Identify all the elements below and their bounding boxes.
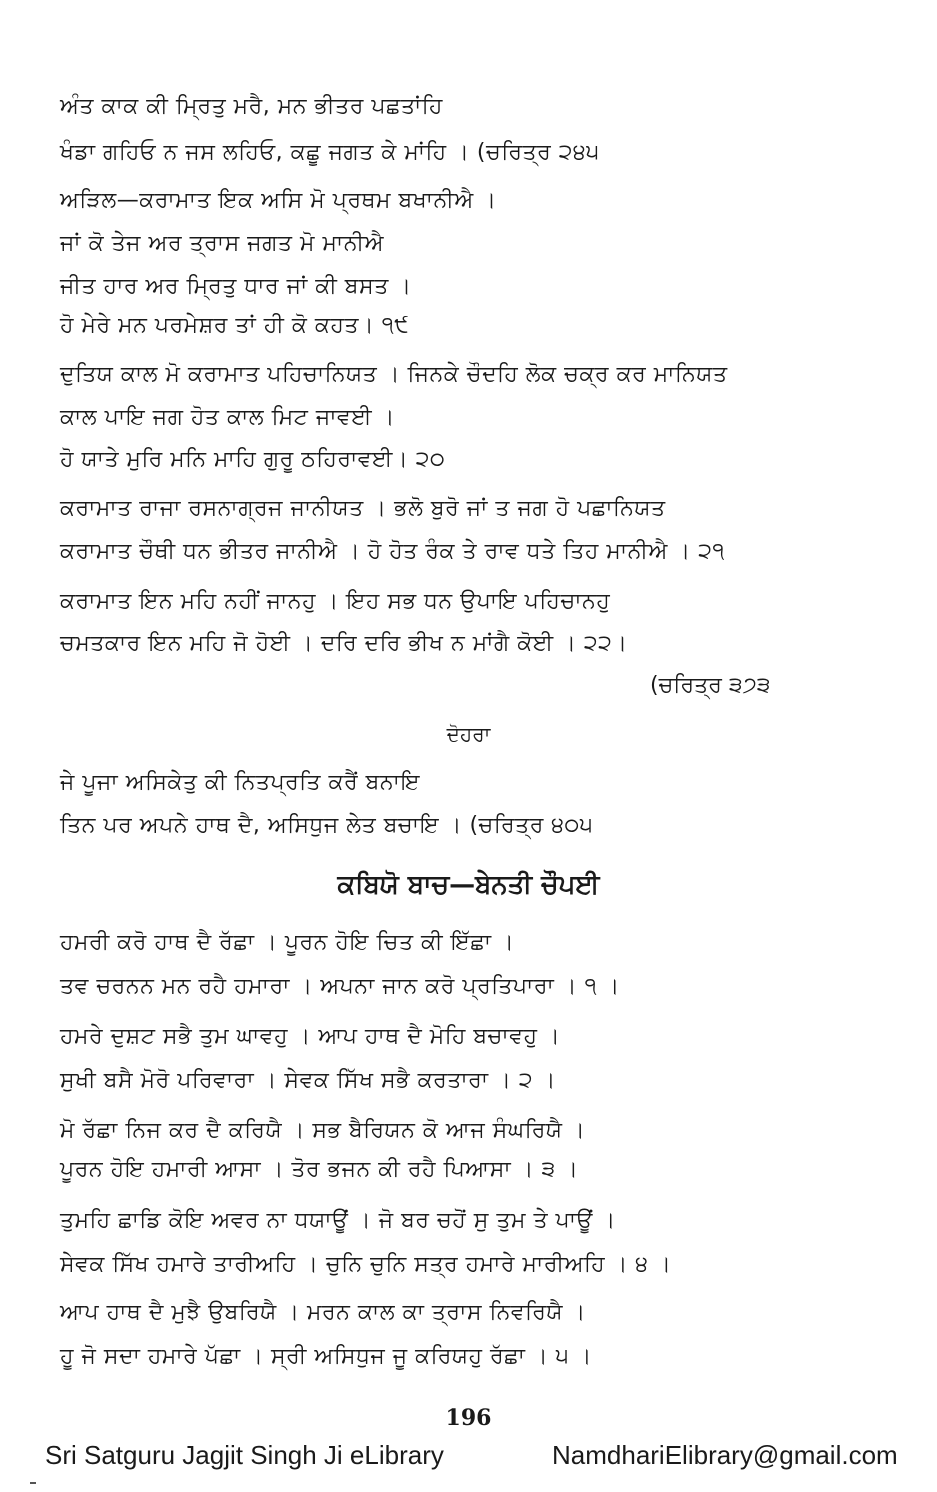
verse-line: ਹੂ ਜੋ ਸਦਾ ਹਮਾਰੇ ਪੱਛਾ । ਸ੍ਰੀ ਅਸਿਧੁਜ ਜੂ ਕਰਿਯਹੁ ਰੱਛਾ । ੫ । bbox=[60, 1344, 592, 1369]
scan-mark bbox=[30, 1482, 36, 1484]
verse-line: ਤਿਨ ਪਰ ਅਪਨੇ ਹਾਥ ਦੈ, ਅਸਿਧੁਜ ਲੇਤ ਬਚਾਇ । (ਚਰਿਤ੍ਰ ੪੦੫ bbox=[60, 813, 594, 838]
reference-charitar-373: (ਚਰਿਤ੍ਰ ੩੭੩ bbox=[650, 673, 771, 698]
verse-line: ਜੇ ਪੂਜਾ ਅਸਿਕੇਤੁ ਕੀ ਨਿਤਪ੍ਰਤਿ ਕਰੈਂ ਬਨਾਇ bbox=[60, 770, 420, 795]
verse-line: ਹਮਰੇ ਦੁਸ਼ਟ ਸਭੈ ਤੁਮ ਘਾਵਹੁ । ਆਪ ਹਾਥ ਦੈ ਮੋਹਿ ਬਚਾਵਹੁ । bbox=[60, 1024, 561, 1049]
verse-line: ਸੇਵਕ ਸਿੱਖ ਹਮਾਰੇ ਤਾਰੀਅਹਿ । ਚੁਨਿ ਚੁਨਿ ਸਤ੍ਰ ਹਮਾਰੇ ਮਾਰੀਅਹਿ । ੪ । bbox=[60, 1252, 672, 1277]
verse-line: ਤੁਮਹਿ ਛਾਡਿ ਕੋਇ ਅਵਰ ਨਾ ਧਯਾਊਂ । ਜੋ ਬਰ ਚਹੋਂ ਸੁ ਤੁਮ ਤੇ ਪਾਊਂ । bbox=[60, 1208, 616, 1233]
verse-line: ਹਮਰੀ ਕਰੋ ਹਾਥ ਦੈ ਰੱਛਾ । ਪੂਰਨ ਹੋਇ ਚਿਤ ਕੀ ਇੱਛਾ । bbox=[60, 930, 515, 955]
verse-line: ਖੰਡਾ ਗਹਿਓ ਨ ਜਸ ਲਹਿਓ, ਕਛੂ ਜਗਤ ਕੇ ਮਾਂਹਿ । (ਚਰਿਤ੍ਰ ੨੪੫ bbox=[60, 140, 600, 165]
doha-heading: ਦੋਹਰਾ bbox=[446, 722, 491, 746]
verse-line: ਸੁਖੀ ਬਸੈ ਮੋਰੋ ਪਰਿਵਾਰਾ । ਸੇਵਕ ਸਿੱਖ ਸਭੈ ਕਰਤਾਰਾ । ੨ । bbox=[60, 1068, 556, 1093]
footer-email: NamdhariElibrary@gmail.com bbox=[552, 1440, 898, 1470]
verse-line: ਪੂਰਨ ਹੋਇ ਹਮਾਰੀ ਆਸਾ । ਤੋਰ ਭਜਨ ਕੀ ਰਹੈ ਪਿਆਸਾ । ੩ । bbox=[60, 1157, 579, 1182]
verse-line: ਦੁਤਿਯ ਕਾਲ ਮੋ ਕਰਾਮਾਤ ਪਹਿਚਾਨਿਯਤ । ਜਿਨਕੇ ਚੌਦਹਿ ਲੋਕ ਚਕ੍ਰ ਕਰ ਮਾਨਿਯਤ bbox=[60, 362, 728, 387]
verse-line: ਆਪ ਹਾਥ ਦੈ ਮੁਝੈ ਉਬਰਿਯੈ । ਮਰਨ ਕਾਲ ਕਾ ਤ੍ਰਾਸ ਨਿਵਰਿਯੈ । bbox=[60, 1300, 586, 1325]
verse-line: ਕਰਾਮਾਤ ਇਨ ਮਹਿ ਨਹੀਂ ਜਾਨਹੁ । ਇਹ ਸਭ ਧਨ ਉਪਾਇ ਪਹਿਚਾਨਹੁ bbox=[60, 589, 611, 614]
verse-line: ਚਮਤਕਾਰ ਇਨ ਮਹਿ ਜੋ ਹੋਈ । ਦਰਿ ਦਰਿ ਭੀਖ ਨ ਮਾਂਗੈ ਕੋਈ । ੨੨। bbox=[60, 631, 628, 656]
verse-line: ਤਵ ਚਰਨਨ ਮਨ ਰਹੈ ਹਮਾਰਾ । ਅਪਨਾ ਜਾਨ ਕਰੋ ਪ੍ਰਤਿਪਾਰਾ । ੧ । bbox=[60, 974, 620, 999]
verse-line: ਅੜਿਲ—ਕਰਾਮਾਤ ਇਕ ਅਸਿ ਮੋ ਪ੍ਰਥਮ ਬਖਾਨੀਐ । bbox=[60, 188, 497, 213]
footer-library-name: Sri Satguru Jagjit Singh Ji eLibrary bbox=[45, 1440, 444, 1470]
verse-line: ਜਾਂ ਕੋ ਤੇਜ ਅਰ ਤ੍ਰਾਸ ਜਗਤ ਮੋ ਮਾਨੀਐ bbox=[60, 231, 384, 256]
verse-line: ਕਾਲ ਪਾਇ ਜਗ ਹੋਤ ਕਾਲ ਮਿਟ ਜਾਵਈ । bbox=[60, 405, 395, 430]
verse-line: ਮੋ ਰੱਛਾ ਨਿਜ ਕਰ ਦੈ ਕਰਿਯੈ । ਸਭ ਬੈਰਿਯਨ ਕੋ ਆਜ ਸੰਘਰਿਯੈ । bbox=[60, 1118, 586, 1143]
verse-line: ਕਰਾਮਾਤ ਰਾਜਾ ਰਸਨਾਗ੍ਰਜ ਜਾਨੀਯਤ । ਭਲੋ ਬੁਰੋ ਜਾਂ ਤ ਜਗ ਹੋ ਪਛਾਨਿਯਤ bbox=[60, 496, 666, 521]
verse-line: ਜੀਤ ਹਾਰ ਅਰ ਮ੍ਰਿਤੁ ਧਾਰ ਜਾਂ ਕੀ ਬਸਤ । bbox=[60, 274, 412, 299]
page-number: 196 bbox=[445, 1405, 492, 1431]
verse-line: ਹੋ ਮੇਰੇ ਮਨ ਪਰਮੇਸ਼ਰ ਤਾਂ ਹੀ ਕੋ ਕਹਤ। ੧੯ bbox=[60, 313, 410, 338]
section-heading: ਕਬਿਯੋ ਬਾਚ—ਬੇਨਤੀ ਚੌਪਈ bbox=[337, 870, 600, 900]
verse-line: ਅੰਤ ਕਾਕ ਕੀ ਮ੍ਰਿਤੁ ਮਰੈ, ਮਨ ਭੀਤਰ ਪਛਤਾਂਹਿ bbox=[60, 94, 443, 119]
verse-line: ਕਰਾਮਾਤ ਚੌਥੀ ਧਨ ਭੀਤਰ ਜਾਨੀਐ । ਹੋ ਹੋਤ ਰੰਕ ਤੇ ਰਾਵ ਧਤੇ ਤਿਹ ਮਾਨੀਐ । ੨੧ bbox=[60, 539, 725, 564]
verse-line: ਹੋ ਯਾਤੇ ਮੁਰਿ ਮਨਿ ਮਾਹਿ ਗੁਰੂ ਠਹਿਰਾਵਈ। ੨੦ bbox=[60, 447, 446, 472]
